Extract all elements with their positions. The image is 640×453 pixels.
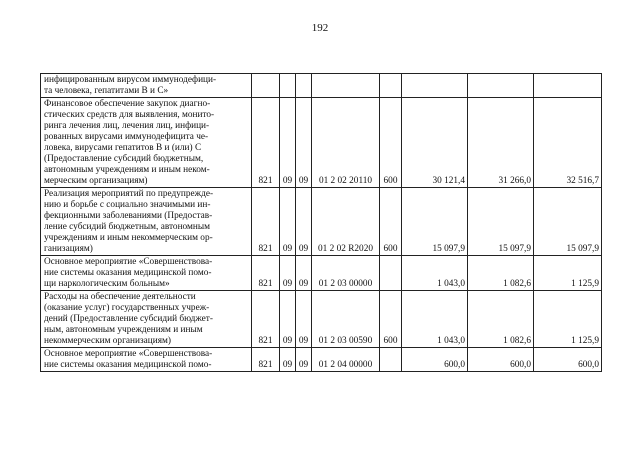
- description-line: ловека, вирусами гепатитов В и (или) С: [44, 143, 202, 153]
- amount-year1-cell: 1 043,0: [402, 256, 468, 291]
- description-cell: [41, 348, 252, 372]
- section-code-cell: 09: [280, 188, 296, 256]
- table-row: [41, 188, 602, 256]
- section-code-cell: 09: [280, 98, 296, 188]
- expense-type-cell: 600: [380, 291, 402, 348]
- table-row: [41, 256, 602, 291]
- description-line: (Предоставление субсидий бюджетным,: [44, 154, 204, 164]
- table-row: [41, 98, 602, 188]
- description-line: ление субсидий бюджетным, автономным: [44, 222, 211, 232]
- amount-year2-cell: 1 082,6: [468, 291, 534, 348]
- description-line: Реализация мероприятий по предупрежде-: [44, 189, 214, 199]
- target-article-cell: 01 2 02 20110: [312, 98, 380, 188]
- section-code-cell: [280, 74, 296, 98]
- budget-table: [40, 73, 602, 372]
- expense-type-cell: [380, 256, 402, 291]
- subsection-code-cell: [296, 74, 312, 98]
- target-article-cell: 01 2 03 00000: [312, 256, 380, 291]
- description-line: щи наркологическим больным»: [44, 279, 170, 289]
- ministry-code-cell: 821: [252, 348, 280, 372]
- table-row: [41, 74, 602, 98]
- amount-year3-cell: [534, 74, 602, 98]
- amount-year3-cell: 1 125,9: [534, 256, 602, 291]
- amount-year3-cell: 1 125,9: [534, 291, 602, 348]
- amount-year2-cell: 1 082,6: [468, 256, 534, 291]
- description-cell: [41, 256, 252, 291]
- description-line: ганизациям): [44, 244, 93, 254]
- table-row: [41, 348, 602, 372]
- section-code-cell: 09: [280, 348, 296, 372]
- description-line: та человека, гепатитами В и С»: [44, 86, 169, 96]
- description-line: Основное мероприятие «Совершенствова-: [44, 349, 213, 359]
- description-cell: [41, 188, 252, 256]
- table-row: [41, 291, 602, 348]
- description-line: рованных вирусами иммунодефицита че-: [44, 132, 209, 142]
- description-line: инфицированным вирусом иммунодефици-: [44, 75, 217, 85]
- description-line: ние системы оказания медицинской помо-: [44, 360, 212, 370]
- expense-type-cell: [380, 348, 402, 372]
- description-line: автономным учреждениям и иным неком-: [44, 165, 210, 175]
- section-code-cell: 09: [280, 291, 296, 348]
- description-line: фекционными заболеваниями (Предостав-: [44, 211, 213, 221]
- description-line: ние системы оказания медицинской помо-: [44, 268, 212, 278]
- description-line: ринга лечения лиц, лечения лиц, инфици-: [44, 121, 210, 131]
- target-article-cell: [312, 74, 380, 98]
- subsection-code-cell: 09: [296, 256, 312, 291]
- amount-year3-cell: 600,0: [534, 348, 602, 372]
- target-article-cell: 01 2 03 00590: [312, 291, 380, 348]
- subsection-code-cell: 09: [296, 98, 312, 188]
- amount-year2-cell: 31 266,0: [468, 98, 534, 188]
- description-line: некоммерческим организациям): [44, 336, 171, 346]
- table-body: [41, 74, 602, 372]
- description-line: учреждениям и иным некоммерческим ор-: [44, 233, 213, 243]
- expense-type-cell: [380, 74, 402, 98]
- amount-year3-cell: 15 097,9: [534, 188, 602, 256]
- description-cell: [41, 291, 252, 348]
- amount-year1-cell: 600,0: [402, 348, 468, 372]
- ministry-code-cell: 821: [252, 188, 280, 256]
- amount-year1-cell: 1 043,0: [402, 291, 468, 348]
- amount-year2-cell: [468, 74, 534, 98]
- expense-type-cell: 600: [380, 188, 402, 256]
- description-line: Основное мероприятие «Совершенствова-: [44, 257, 213, 267]
- description-line: (оказание услуг) государственных учреж-: [44, 303, 210, 313]
- ministry-code-cell: [252, 74, 280, 98]
- description-line: нию и борьбе с социально значимыми ин-: [44, 200, 211, 210]
- target-article-cell: 01 2 04 00000: [312, 348, 380, 372]
- description-line: стических средств для выявления, монито-: [44, 110, 215, 120]
- ministry-code-cell: 821: [252, 256, 280, 291]
- ministry-code-cell: 821: [252, 291, 280, 348]
- ministry-code-cell: 821: [252, 98, 280, 188]
- description-line: мерческим организациям): [44, 176, 148, 186]
- amount-year1-cell: [402, 74, 468, 98]
- amount-year1-cell: 15 097,9: [402, 188, 468, 256]
- description-cell: [41, 74, 252, 98]
- amount-year3-cell: 32 516,7: [534, 98, 602, 188]
- amount-year2-cell: 15 097,9: [468, 188, 534, 256]
- description-line: Финансовое обеспечение закупок диагно-: [44, 99, 211, 109]
- subsection-code-cell: 09: [296, 188, 312, 256]
- description-cell: [41, 98, 252, 188]
- amount-year1-cell: 30 121,4: [402, 98, 468, 188]
- subsection-code-cell: 09: [296, 348, 312, 372]
- page-number: 192: [311, 22, 329, 34]
- amount-year2-cell: 600,0: [468, 348, 534, 372]
- description-line: ным, автономным учреждениям и иным: [44, 325, 203, 335]
- description-line: Расходы на обеспечение деятельности: [44, 292, 196, 302]
- subsection-code-cell: 09: [296, 291, 312, 348]
- target-article-cell: 01 2 02 R2020: [312, 188, 380, 256]
- expense-type-cell: 600: [380, 98, 402, 188]
- section-code-cell: 09: [280, 256, 296, 291]
- description-line: дений (Предоставление субсидий бюджет-: [44, 314, 213, 324]
